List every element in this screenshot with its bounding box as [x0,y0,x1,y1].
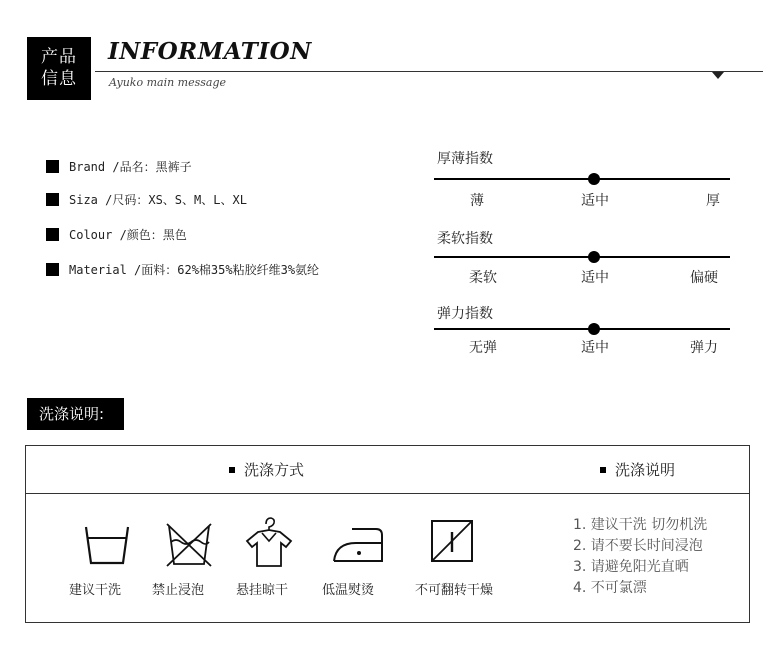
elasticity-scale-marker [588,323,600,335]
elasticity-middle-label: 适中 [581,340,609,356]
wash-table-divider [25,493,750,494]
square-bullet-icon [46,160,59,173]
low-iron-icon [328,518,388,570]
badge-line-2: 信息 [41,69,77,89]
square-bullet-icon [46,263,59,276]
square-bullet-icon [229,467,235,473]
softness-middle-label: 适中 [581,270,609,286]
square-bullet-icon [600,467,606,473]
thickness-right-label: 厚 [706,193,720,209]
no-soak-icon [159,518,219,570]
info-text: Colour /颜色：黑色 [69,227,187,242]
info-item-material [46,260,319,278]
wash-notes-header-text: 洗涤说明 [615,461,676,479]
softness-scale-title: 柔软指数 [437,231,493,247]
wash-icon-label: 建议干洗 [68,583,121,598]
hang-dry-icon [238,516,298,568]
elasticity-right-label: 弹力 [690,340,718,356]
wash-note-item: 3. 请避免阳光直晒 [573,559,689,575]
softness-scale-marker [588,251,600,263]
wash-method-header [229,459,304,480]
wash-icon-label: 不可翻转干燥 [414,583,493,598]
thickness-left-label: 薄 [470,193,484,209]
badge-line-1: 产品 [41,47,77,67]
wash-section-tag: 洗涤说明: [27,398,124,430]
thickness-middle-label: 适中 [581,193,609,209]
square-bullet-icon [46,193,59,206]
info-text: Brand /品名：黑裤子 [69,159,192,174]
dry-clean-tub-icon [77,518,137,570]
elasticity-scale-track [434,328,730,330]
wash-method-header-text: 洗涤方式 [244,461,305,479]
header-divider [95,71,763,72]
square-bullet-icon [46,228,59,241]
wash-notes-header [600,459,675,480]
info-text: Siza /尺码：XS、S、M、L、XL [69,192,247,207]
softness-scale-track [434,256,730,258]
product-info-badge [27,37,91,100]
thickness-scale-marker [588,173,600,185]
elasticity-left-label: 无弹 [469,340,497,356]
softness-right-label: 偏硬 [690,270,718,286]
no-tumble-dry-icon [421,516,481,568]
info-text: Material /面料：62%棉35%粘胶纤维3%氨纶 [69,262,320,277]
wash-note-item: 4. 不可氯漂 [573,580,647,596]
info-item-brand [46,157,192,175]
wash-note-item: 2. 请不要长时间浸泡 [573,538,703,554]
page-title: INFORMATION [108,38,312,65]
page-subtitle: Ayuko main message [109,76,227,89]
wash-icon-label: 禁止浸泡 [151,583,204,598]
info-item-size [46,190,247,208]
header-triangle-icon [712,72,724,79]
elasticity-scale-title: 弹力指数 [437,306,493,322]
wash-note-item: 1. 建议干洗 切勿机洗 [573,517,708,533]
wash-icon-label: 低温熨烫 [321,583,374,598]
thickness-scale-track [434,178,730,180]
info-item-colour [46,225,187,243]
softness-left-label: 柔软 [469,270,497,286]
thickness-scale-title: 厚薄指数 [437,151,493,167]
wash-icon-label: 悬挂晾干 [235,583,288,598]
